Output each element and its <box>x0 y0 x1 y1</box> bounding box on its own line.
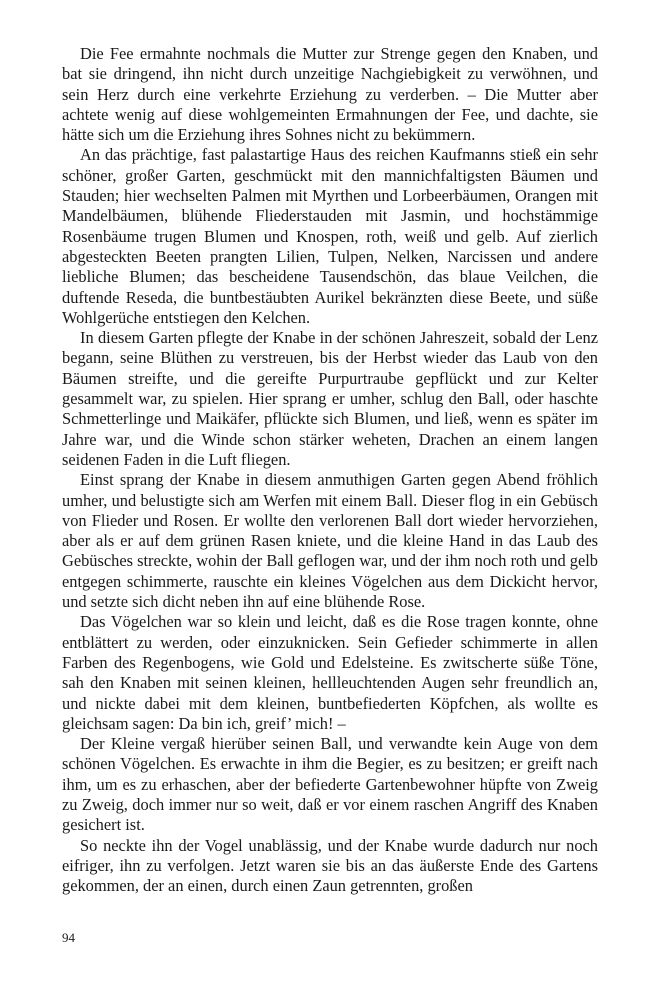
paragraph-7: So neckte ihn der Vogel unablässig, und der Knabe wurde dadurch nur noch eifriger, ihn zu verfolgen. Jetzt waren sie bis an das äußerste Ende des Gartens gekommen, der an einen, durch einen Zaun getrennten, großen <box>62 835 598 896</box>
paragraph-3: In diesem Garten pflegte der Knabe in der schönen Jahreszeit, sobald der Lenz begann, seine Blüthen zu verstreuen, bis der Herbst wieder das Laub von den Bäumen streifte, und die gereifte Purpurtraube gepflückt und zur Kelter gesammelt war, zu spielen. Hier sprang er umher, schlug den Ball, oder haschte Schmetterlinge und Maikäfer, pflückte sich Blumen, und ließ, wenn es später im Jahre war, und die Winde schon stärker weheten, Drachen an einem langen seidenen Faden in die Luft fliegen. <box>62 328 598 469</box>
paragraph-5: Das Vögelchen war so klein und leicht, daß es die Rose tragen konnte, ohne entblättert zu werden, oder einzuknicken. Sein Gefieder schimmerte in allen Farben des Regenbogens, wie Gold und Edelsteine. Es zwitscherte süße Töne, sah den Knaben mit seinen kleinen, hellleuchtenden Augen sehr freundlich an, und nickte dabei mit dem kleinen, buntbefiederten Köpfchen, als wollte es gleichsam sagen: Da bin ich, greif’ mich! – <box>62 612 598 733</box>
page-number: 94 <box>62 930 75 945</box>
paragraph-4: Einst sprang der Knabe in diesem anmuthigen Garten gegen Abend fröhlich umher, und belustigte sich am Werfen mit einem Ball. Dieser flog in ein Gebüsch von Flieder und Rosen. Er wollte den verlorenen Ball dort wieder hervorziehen, aber als er auf dem grünen Rasen kniete, und die kleine Hand in das Laub des Gebüsches streckte, wohin der Ball geflogen war, und der ihm noch roth und gelb entgegen schimmerte, rauschte ein kleines Vögelchen aus dem Dickicht hervor, und setzte sich dicht neben ihn auf eine blühende Rose. <box>62 470 598 612</box>
book-page-body <box>62 44 598 896</box>
paragraph-6: Der Kleine vergaß hierüber seinen Ball, und verwandte kein Auge von dem schönen Vögelchen. Es erwachte in ihm die Begier, es zu besitzen; er greift nach ihm, um es zu erhaschen, aber der befiederte Gartenbewohner hüpfte von Zweig zu Zweig, doch immer nur so weit, daß er vor einem raschen Angriff des Knaben gesichert ist. <box>62 734 598 835</box>
paragraph-2: An das prächtige, fast palastartige Haus des reichen Kaufmanns stieß ein sehr schöner, großer Garten, geschmückt mit den mannichfaltigsten Bäumen und Stauden; hier wechselten Palmen mit Myrthen und Lorbeerbäumen, Orangen mit Mandelbäumen, blühende Fliederstauden mit Jasmin, und hochstämmige Rosenbäume trugen Blumen und Knospen, roth, weiß und gelb. Auf zierlich abgesteckten Beeten prangten Lilien, Tulpen, Nelken, Narcissen und andere liebliche Blumen; das bescheidene Tausendschön, das blaue Veilchen, die duftende Reseda, die buntbestäubten Aurikel bekränzten diese Beete, und süße Wohlgerüche entstiegen den Kelchen. <box>62 145 598 327</box>
paragraph-1: Die Fee ermahnte nochmals die Mutter zur Strenge gegen den Knaben, und bat sie dringend, ihn nicht durch unzeitige Nachgiebigkeit zu verwöhnen, und sein Herz durch eine verkehrte Erziehung zu verderben. – Die Mutter aber achtete wenig auf diese wohlgemeinten Ermahnungen der Fee, und dachte, sie hätte sich um die Erziehung ihres Sohnes nicht zu bekümmern. <box>62 44 598 145</box>
